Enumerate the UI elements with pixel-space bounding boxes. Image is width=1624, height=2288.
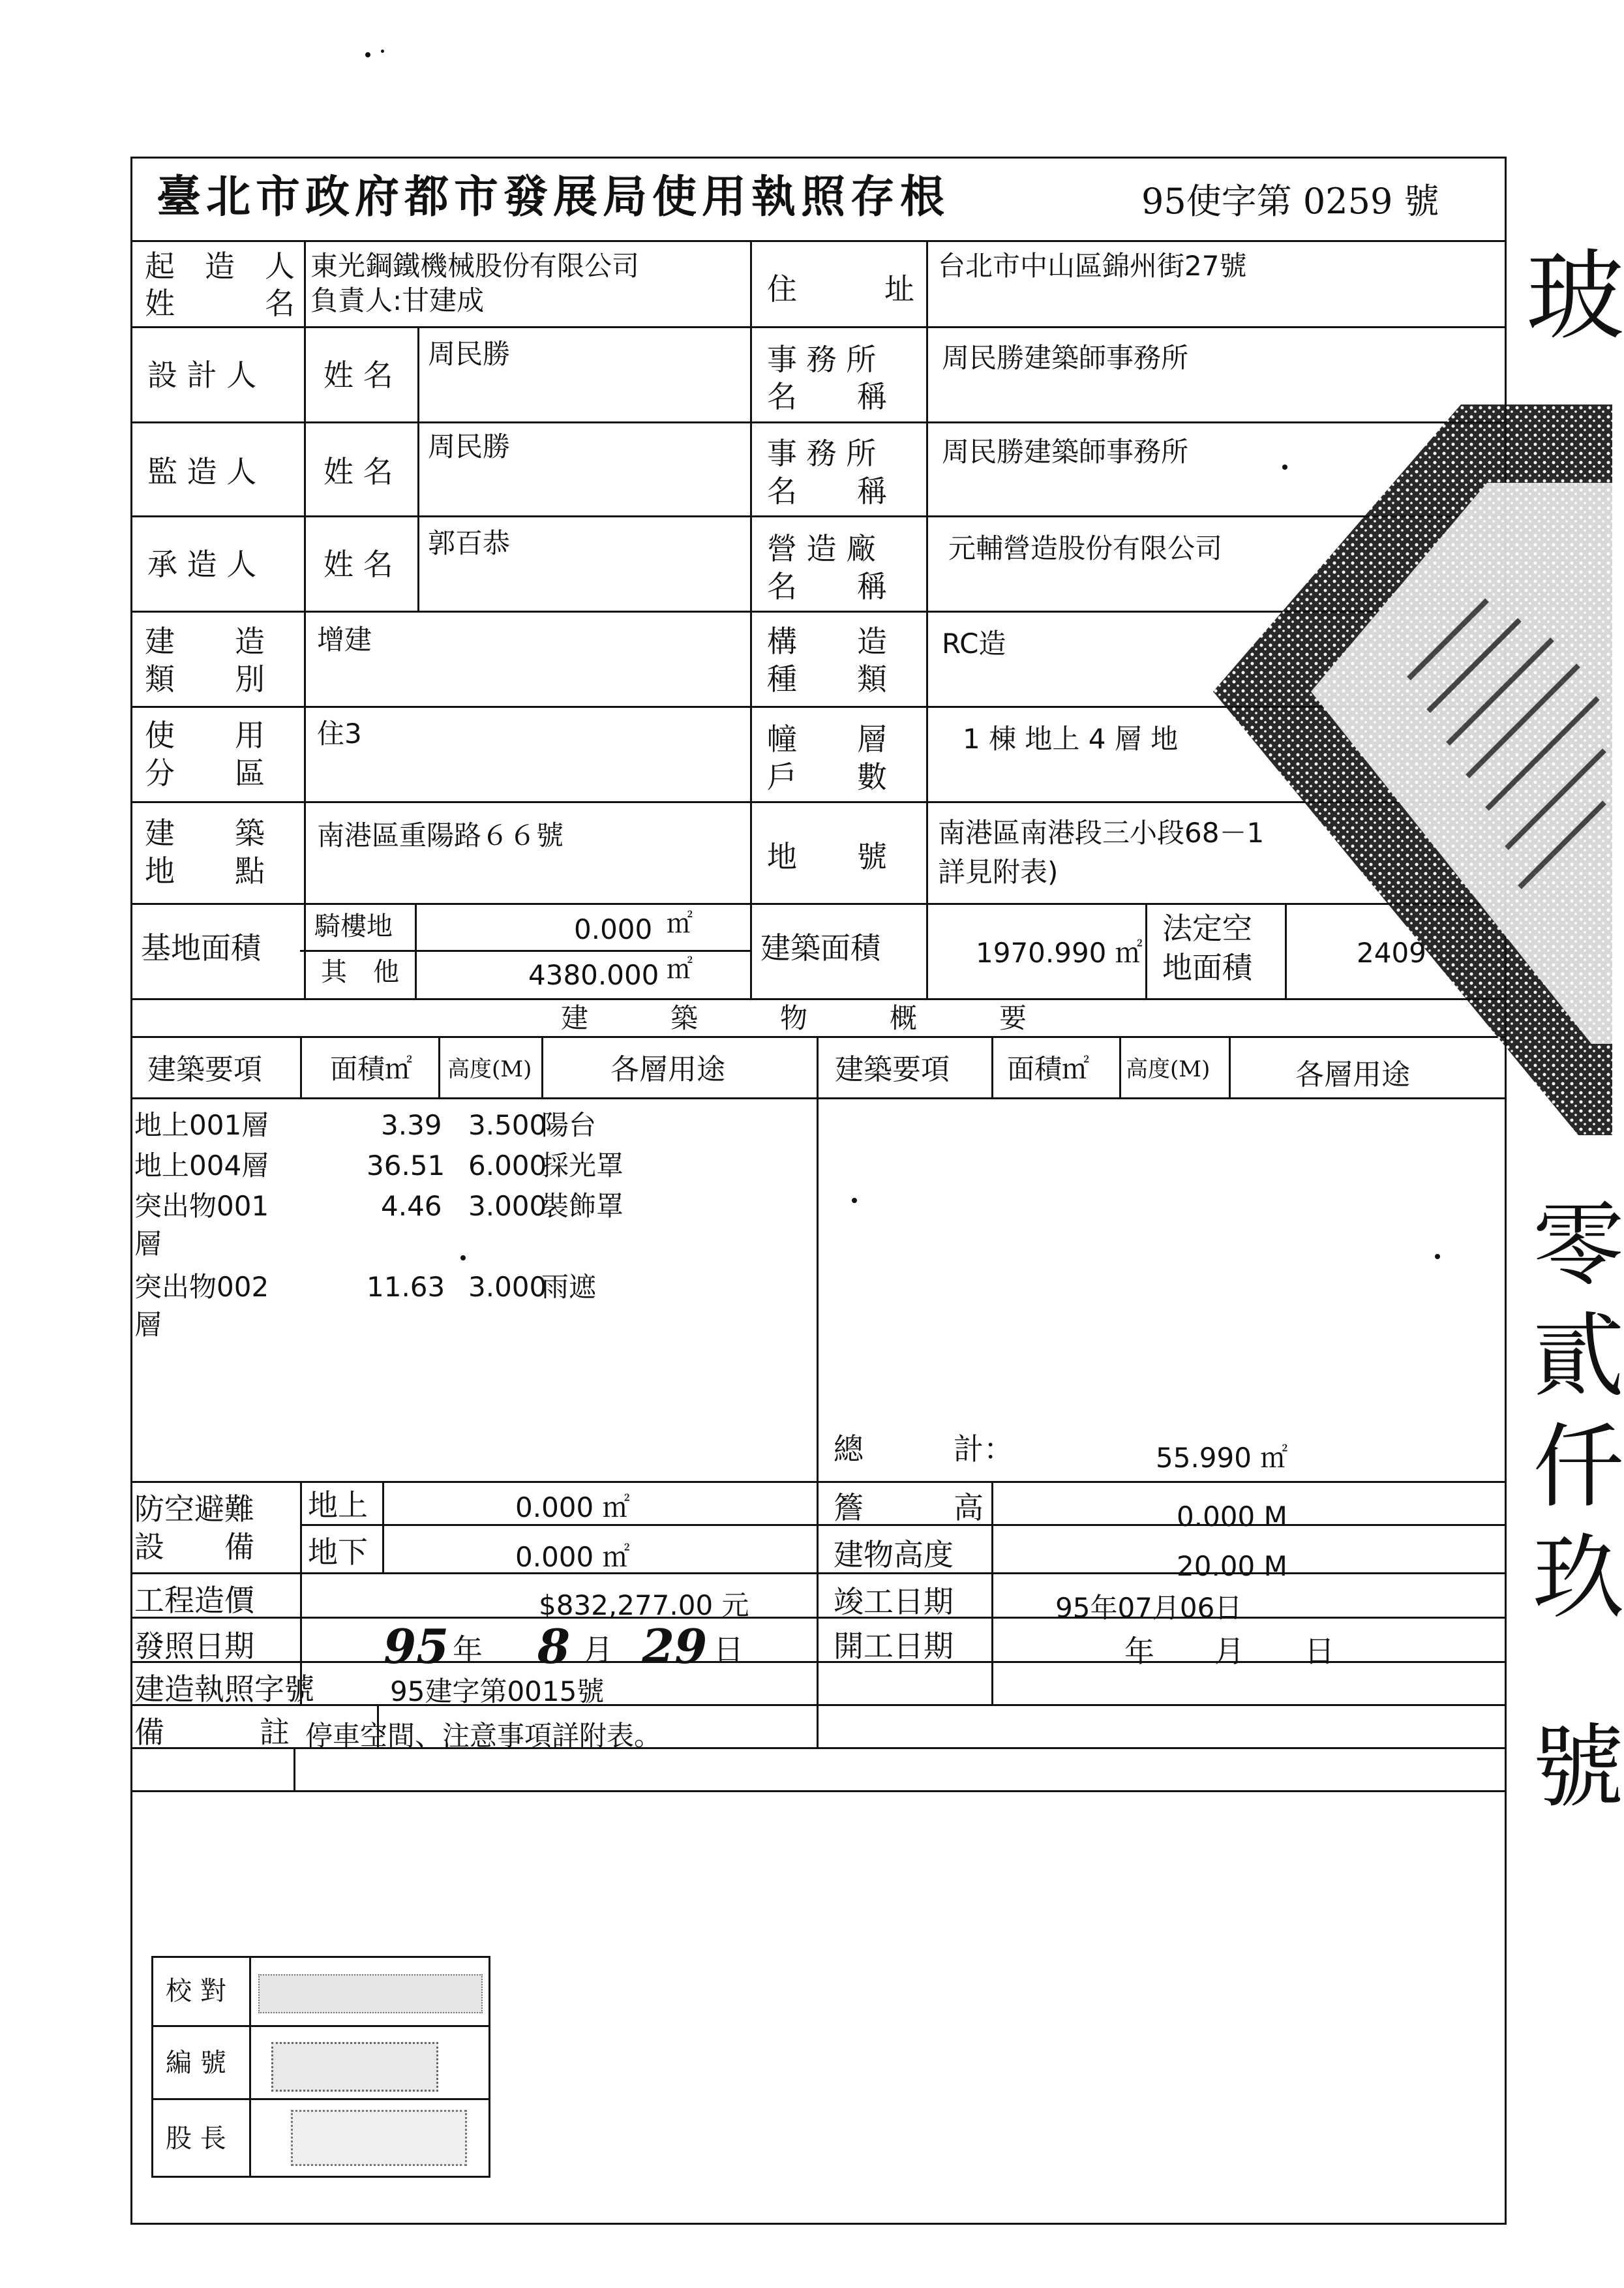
- building-area-value: 1970.990 ㎡: [976, 937, 1143, 969]
- designer-name-label: 姓 名: [323, 358, 393, 393]
- side-glyph-3: 貳: [1533, 1304, 1624, 1410]
- zoning-value: 住3: [317, 718, 362, 750]
- col-use-right: 各層用途: [1295, 1058, 1410, 1091]
- item-row-1-area: 3.39: [381, 1109, 442, 1141]
- building-height-value: 20.00 M: [1177, 1550, 1287, 1582]
- structure-type: RC造: [942, 628, 1006, 660]
- remarks-label-1: 備: [134, 1715, 164, 1750]
- completion-date-value: 95年07月06日: [1055, 1592, 1242, 1624]
- side-glyph-2: 零: [1533, 1193, 1624, 1299]
- item-row-4-name: 突出物002: [134, 1271, 269, 1303]
- zoning-label-2: 分 區: [145, 755, 265, 791]
- zoning-label-1: 使 用: [145, 718, 265, 753]
- arcade-unit: ㎡: [667, 909, 693, 939]
- start-date-label: 開工日期: [834, 1628, 954, 1664]
- page-title: 臺北市政府都市發展局使用執照存根: [157, 171, 950, 223]
- designer-office-label-1: 事 務 所: [767, 342, 877, 377]
- summary-header: 建 築 物 概 要: [561, 1002, 1027, 1034]
- contractor-name: 郭百恭: [428, 527, 511, 559]
- speck: [852, 1198, 857, 1203]
- issue-month-unit: 月: [583, 1632, 613, 1668]
- total-value: 55.990 ㎡: [1156, 1442, 1288, 1474]
- address-label-2: 址: [884, 271, 914, 307]
- designer-label: 設 計 人: [147, 358, 257, 393]
- permit-number-value: 95建字第0015號: [390, 1675, 605, 1707]
- builder-responsible: 負責人:甘建成: [310, 284, 485, 316]
- construction-type-label-2: 類 別: [145, 662, 265, 697]
- signoff-proofread-label: 校 對: [166, 1976, 226, 2006]
- contractor-firm: 元輔營造股份有限公司: [948, 532, 1223, 564]
- firm-label-1: 營 造 廠: [767, 531, 877, 566]
- item-row-1-name: 地上001層: [134, 1109, 269, 1141]
- side-glyph-4: 仟: [1533, 1414, 1624, 1521]
- eave-height-value: 0.000 M: [1177, 1501, 1287, 1533]
- permit-number-label: 建造執照字號: [134, 1671, 314, 1707]
- start-date-value: 年 月 日: [1124, 1634, 1334, 1669]
- construction-type-label-1: 建 造: [145, 624, 265, 659]
- structure-label-2: 種 類: [767, 662, 887, 697]
- other-value: 4380.000: [528, 959, 659, 991]
- shelter-above-value: 0.000 ㎡: [515, 1491, 630, 1523]
- item-row-2-name: 地上004層: [134, 1150, 269, 1182]
- supervisor-name: 周民勝: [428, 431, 511, 463]
- location-value: 南港區重陽路６６號: [317, 819, 564, 851]
- col-height-left: 高度(M): [447, 1056, 532, 1082]
- proofread-stamp: [258, 1974, 483, 2013]
- speck: [1282, 465, 1287, 470]
- eave-height-label: 簷 高: [834, 1490, 984, 1525]
- col-item-right: 建築要項: [835, 1053, 950, 1086]
- other-unit: ㎡: [667, 954, 693, 984]
- lot-number-1: 南港區南港段三小段68－1: [938, 817, 1265, 849]
- item-row-3-name-2: 層: [134, 1228, 162, 1260]
- item-row-3-area: 4.46: [381, 1190, 442, 1222]
- speck: [1435, 1254, 1440, 1259]
- col-area-left: 面積㎡: [330, 1053, 413, 1085]
- col-area-right: 面積㎡: [1007, 1053, 1090, 1085]
- arcade-value: 0.000: [574, 913, 653, 945]
- issue-year-unit: 年: [453, 1632, 483, 1668]
- floors-label-2: 戶 數: [767, 759, 887, 795]
- side-glyph-1: 玻: [1526, 240, 1624, 354]
- issue-day-unit: 日: [714, 1632, 744, 1668]
- lot-number-2: 詳見附表): [938, 856, 1059, 888]
- open-space-label-1: 法定空: [1162, 911, 1252, 946]
- remarks-label-2: 註: [260, 1715, 290, 1750]
- item-row-3-height: 3.000: [468, 1190, 547, 1222]
- total-label: 總 計：: [834, 1431, 1014, 1467]
- issue-month-handwritten: 8: [537, 1619, 571, 1674]
- shelter-above-label: 地上: [308, 1487, 368, 1523]
- floors-value: 1 棟 地上 4 層 地: [963, 723, 1179, 755]
- structure-label-1: 構 造: [767, 624, 887, 659]
- floors-label-1: 幢 層: [767, 722, 887, 757]
- supervisor-office: 周民勝建築師事務所: [942, 436, 1189, 468]
- other-label: 其 他: [321, 957, 399, 987]
- shelter-below-value: 0.000 ㎡: [515, 1541, 630, 1573]
- remarks-value: 停車空間、注意事項詳附表。: [305, 1720, 662, 1752]
- firm-label-2: 名 稱: [767, 569, 887, 604]
- speck: [365, 52, 370, 57]
- side-glyph-5: 玖: [1533, 1525, 1624, 1632]
- contractor-name-label: 姓 名: [323, 547, 393, 582]
- col-use-left: 各層用途: [610, 1053, 725, 1086]
- speck: [381, 50, 384, 53]
- lot-label: 地 號: [767, 839, 887, 874]
- contractor-label: 承 造 人: [147, 547, 257, 582]
- supervisor-name-label: 姓 名: [323, 454, 393, 489]
- builder-address: 台北市中山區錦州街27號: [938, 250, 1247, 282]
- builder-label-2: 姓 名: [145, 286, 295, 321]
- location-label-1: 建 築: [145, 816, 265, 851]
- shelter-label-2: 設 備: [134, 1529, 254, 1564]
- builder-company: 東光鋼鐵機械股份有限公司: [310, 250, 640, 282]
- shelter-label-1: 防空避難: [134, 1491, 254, 1527]
- col-height-right: 高度(M): [1126, 1056, 1210, 1082]
- signoff-number-label: 編 號: [166, 2048, 226, 2078]
- building-area-label: 建築面積: [760, 930, 880, 966]
- chief-stamp: [291, 2110, 467, 2166]
- construction-type: 增建: [317, 624, 372, 656]
- item-row-1-use: 陽台: [541, 1109, 597, 1141]
- open-space-value: 2409: [1357, 937, 1426, 969]
- item-row-4-name-2: 層: [134, 1309, 162, 1341]
- designer-name: 周民勝: [428, 338, 511, 370]
- site-area-label: 基地面積: [141, 930, 261, 966]
- item-row-3-name: 突出物001: [134, 1190, 269, 1222]
- supervisor-office-label-2: 名 稱: [767, 474, 887, 509]
- signoff-chief-label: 股 長: [166, 2124, 226, 2154]
- builder-label-1: 起 造 人: [145, 249, 295, 284]
- building-height-label: 建物高度: [834, 1537, 954, 1572]
- supervisor-label: 監 造 人: [147, 454, 257, 489]
- serial-number: 95使字第 0259 號: [1141, 181, 1439, 222]
- issue-day-handwritten: 29: [642, 1619, 708, 1674]
- number-stamp: [271, 2042, 438, 2092]
- side-glyph-6: 號: [1533, 1715, 1624, 1821]
- item-row-2-area: 36.51: [367, 1150, 445, 1182]
- address-label-1: 住: [767, 271, 797, 307]
- cost-value: $832,277.00 元: [539, 1589, 749, 1621]
- item-row-3-use: 裝飾罩: [541, 1190, 624, 1222]
- location-label-2: 地 點: [145, 853, 265, 889]
- item-row-1-height: 3.500: [468, 1109, 547, 1141]
- designer-office-label-2: 名 稱: [767, 379, 887, 414]
- arcade-label: 騎樓地: [314, 911, 393, 941]
- designer-office: 周民勝建築師事務所: [942, 342, 1189, 374]
- completion-date-label: 竣工日期: [834, 1584, 954, 1619]
- item-row-2-use: 採光罩: [541, 1150, 624, 1182]
- issue-year-handwritten: 95: [383, 1619, 449, 1674]
- speck: [460, 1255, 466, 1260]
- item-row-4-area: 11.63: [367, 1271, 445, 1303]
- shelter-below-label: 地下: [308, 1534, 368, 1570]
- col-item-left: 建築要項: [147, 1053, 262, 1086]
- item-row-2-height: 6.000: [468, 1150, 547, 1182]
- issue-date-label: 發照日期: [134, 1628, 254, 1664]
- item-row-4-height: 3.000: [468, 1271, 547, 1303]
- item-row-4-use: 雨遮: [541, 1271, 597, 1303]
- seal-stamp: [1213, 404, 1612, 1135]
- open-space-label-2: 地面積: [1162, 950, 1252, 985]
- cost-label: 工程造價: [134, 1583, 254, 1618]
- supervisor-office-label-1: 事 務 所: [767, 436, 877, 471]
